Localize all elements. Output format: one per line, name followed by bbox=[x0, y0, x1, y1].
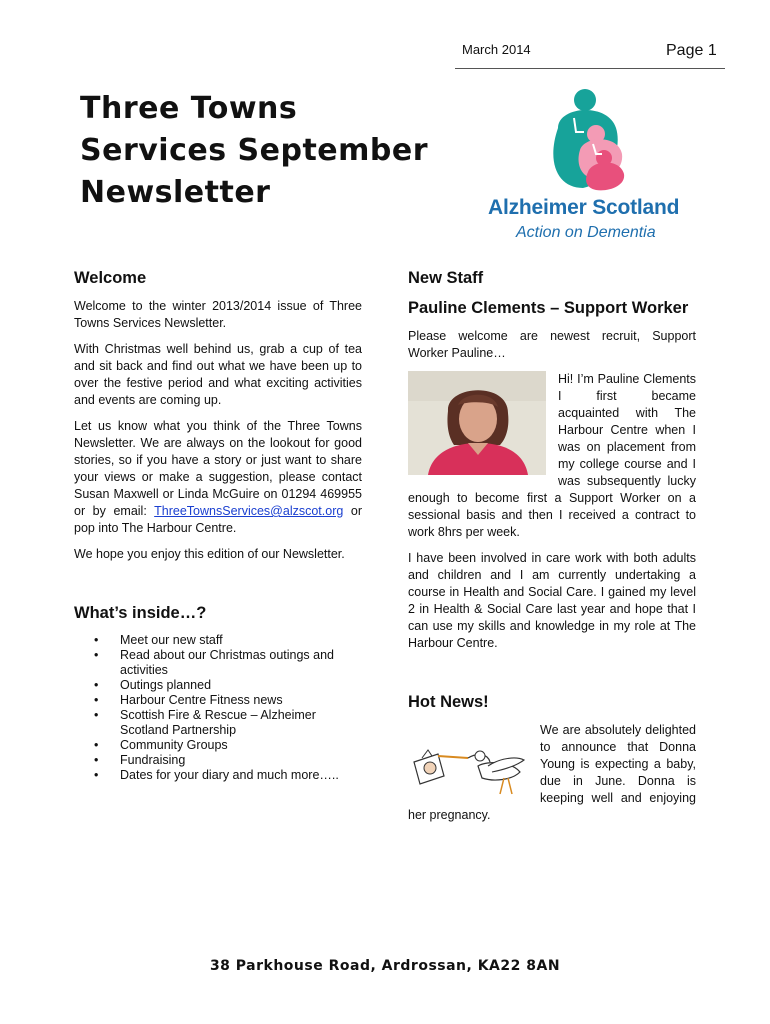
list-item: • Community Groups bbox=[120, 738, 362, 753]
hot-news-heading: Hot News! bbox=[408, 693, 489, 711]
contents-list bbox=[74, 633, 362, 783]
logo-tagline: Action on Dementia bbox=[516, 224, 656, 241]
list-item: • Dates for your diary and much more….. bbox=[120, 768, 362, 783]
staff-bio-paragraph-2: I have been involved in care work with both adults and children and I am currently undertaking a course in Health and Social Care. I gained my level 2 in Health & Social Care last year and hope that I can use my skills and knowledge in my role at The Harbour Centre. bbox=[408, 551, 696, 650]
logo-emblem-icon bbox=[488, 88, 703, 198]
welcome-paragraph-1: Welcome to the winter 2013/2014 issue of Three Towns Services Newsletter. bbox=[74, 299, 362, 330]
staff-name-heading: Pauline Clements – Support Worker bbox=[408, 299, 689, 317]
contact-text: Let us know what you think of the Three Towns Newsletter. We are always on the lookout for good stories, so if you have a story or just want to share your views or make a suggestion, please contact Susan Maxwell or Linda McGuire on 01294 469955 or by email: bbox=[74, 419, 362, 518]
list-item: • Outings planned bbox=[120, 678, 362, 693]
title-line-1: Three Towns bbox=[80, 91, 298, 126]
staff-photo bbox=[408, 371, 546, 475]
portrait-icon bbox=[408, 371, 546, 475]
whats-inside-heading: What’s inside…? bbox=[74, 604, 207, 622]
staff-bio-paragraph-1: Hi! I’m Pauline Clements I first became acquainted with The Harbour Centre when I was on placement from my college course and I was subsequently lucky enough to become first a Support Worker on a sessional basis and then I received a contract to work 8hrs per week. bbox=[408, 372, 696, 539]
newsletter-title bbox=[80, 88, 450, 214]
header-divider bbox=[455, 68, 725, 69]
welcome-paragraph-3 bbox=[74, 418, 362, 537]
new-staff-intro: Please welcome are newest recruit, Support Worker Pauline… bbox=[408, 329, 696, 360]
header-date: March 2014 bbox=[462, 42, 531, 57]
alzheimer-scotland-logo bbox=[488, 88, 703, 248]
list-item: • Harbour Centre Fitness news bbox=[120, 693, 362, 708]
new-staff-heading: New Staff bbox=[408, 269, 484, 287]
logo-name: Alzheimer Scotland bbox=[488, 196, 680, 219]
left-column bbox=[74, 268, 362, 783]
welcome-paragraph-2: With Christmas well behind us, grab a cup of tea and sit back and find out what we have been up to over the festive period and what exciting activities and events are coming up. bbox=[74, 342, 362, 407]
hot-news-text: We are absolutely delighted to announce that Donna Young is expecting a baby, due in June. Donna is keeping well and enjoying her pregnancy. bbox=[408, 723, 696, 822]
list-item: • Scottish Fire & Rescue – Alzheimer Scotland Partnership bbox=[120, 708, 362, 738]
footer-address: 38 Parkhouse Road, Ardrossan, KA22 8AN bbox=[209, 958, 561, 974]
right-column bbox=[408, 268, 696, 833]
welcome-paragraph-4: We hope you enjoy this edition of our Newsletter. bbox=[74, 547, 345, 561]
list-item: • Meet our new staff bbox=[120, 633, 362, 648]
hot-news-section bbox=[408, 692, 696, 824]
whats-inside-section bbox=[74, 603, 362, 783]
title-line-3: Newsletter bbox=[80, 175, 271, 210]
staff-bio bbox=[408, 371, 696, 541]
title-line-2: Services September bbox=[80, 133, 429, 168]
stork-icon bbox=[408, 732, 528, 800]
list-item: • Read about our Christmas outings and activities bbox=[120, 648, 362, 678]
email-link[interactable]: ThreeTownsServices@alzscot.org bbox=[154, 504, 344, 518]
contact-text-end: or pop into The Harbour Centre. bbox=[74, 504, 362, 535]
list-item: • Fundraising bbox=[120, 753, 362, 768]
page-number: Page 1 bbox=[666, 42, 717, 59]
welcome-heading: Welcome bbox=[74, 269, 147, 287]
